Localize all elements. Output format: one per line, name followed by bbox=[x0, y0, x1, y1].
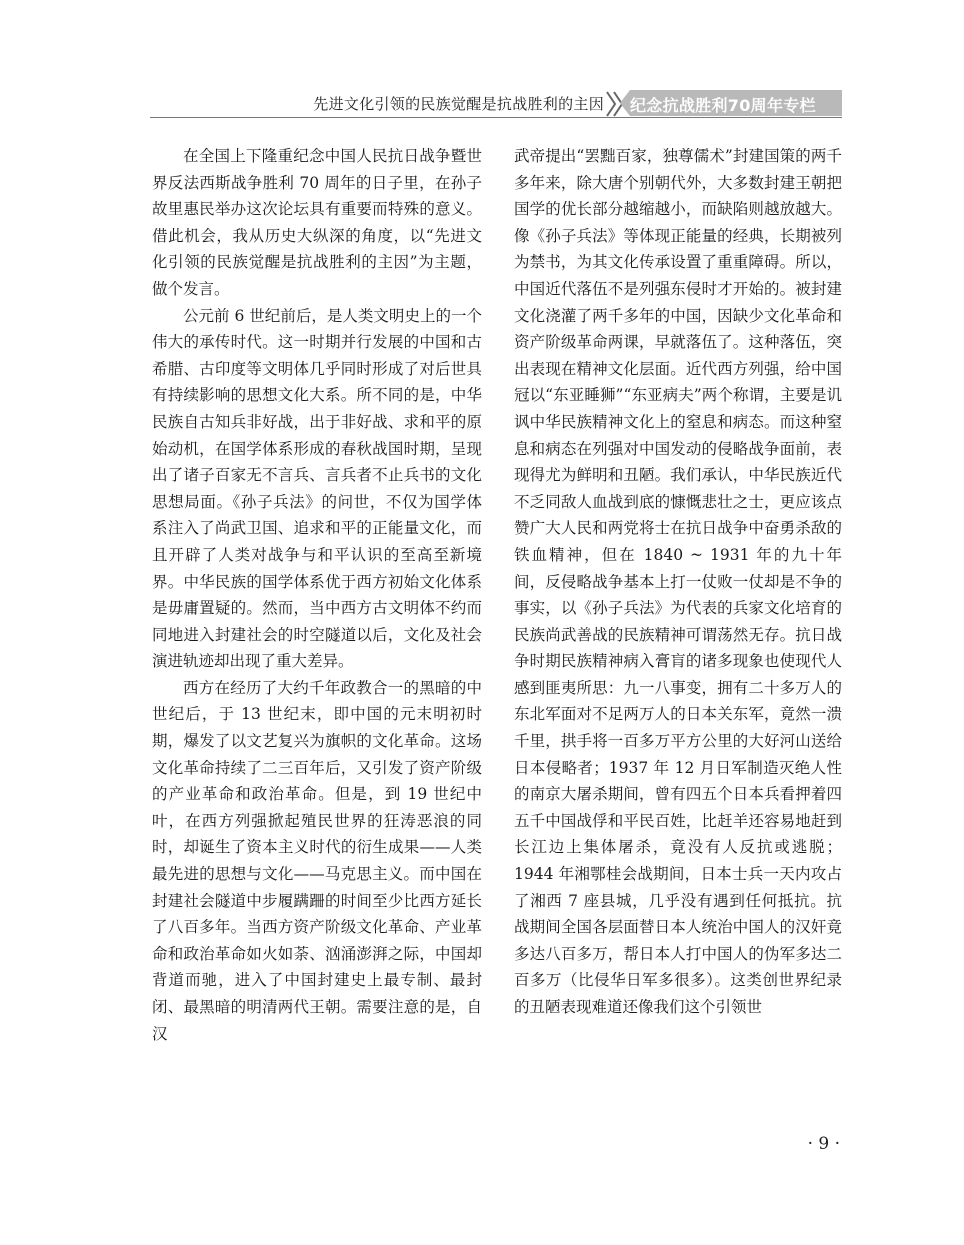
paragraph: 西方在经历了大约千年政教合一的黑暗的中世纪后，于 13 世纪末，即中国的元末明初时期，爆发了以文艺复兴为旗帜的文化革命。这场文化革命持续了二三百年后，又引发了资产阶级的产业革命和政治革命。但是，到 19 世纪中叶，在西方列强掀起殖民世界的狂涛恶浪的同时，却诞生了资本主义时代的衍生成果——人类最先进的思想与文化——马克思主义。而中国在封建社会隧道中步履蹒跚的时间至少比西方延长了八百多年。当西方资产阶级文化革命、产业革命和政治革命如火如荼、汹涌澎湃之际，中国却背道而驰，进入了中国封建史上最专制、最封闭、最黑暗的明清两代王朝。需要注意的是，自汉 bbox=[152, 678, 482, 1043]
header-divider bbox=[150, 117, 842, 118]
left-column bbox=[152, 143, 482, 1047]
header-article-title: 先进文化引领的民族觉醒是抗战胜利的主因 bbox=[313, 95, 604, 113]
right-column bbox=[514, 143, 842, 1021]
page-number: · 9 · bbox=[807, 1134, 840, 1154]
paragraph: 公元前 6 世纪前后，是人类文明史上的一个伟大的承传时代。这一时期并行发展的中国和古希腊、古印度等文明体几乎同时形成了对后世具有持续影响的思想文化大系。所不同的是，中华民族自古知兵非好战，出于非好战、求和平的原始动机，在国学体系形成的春秋战国时期，呈现出了诸子百家无不言兵、言兵者不止兵书的文化思想局面。《孙子兵法》的问世，不仅为国学体系注入了尚武卫国、追求和平的正能量文化，而且开辟了人类对战争与和平认识的至高至新境界。中华民族的国学体系优于西方初始文化体系是毋庸置疑的。然而，当中西方古文明体不约而同地进入封建社会的时空隧道以后，文化及社会演进轨迹却出现了重大差异。 bbox=[152, 306, 482, 671]
paragraph: 在全国上下隆重纪念中国人民抗日战争暨世界反法西斯战争胜利 70 周年的日子里，在孙子故里惠民举办这次论坛具有重要而特殊的意义。借此机会，我从历史大纵深的角度，以“先进文化引领的民族觉醒是抗战胜利的主因”为主题，做个发言。 bbox=[152, 147, 482, 298]
column-banner-label: 纪念抗战胜利70周年专栏 bbox=[630, 96, 816, 115]
paragraph: 武帝提出“罢黜百家，独尊儒术”封建国策的两千多年来，除大唐个别朝代外，大多数封建王朝把国学的优长部分越缩越小，而缺陷则越放越大。像《孙子兵法》等体现正能量的经典，长期被列为禁书，为其文化传承设置了重重障碍。所以，中国近代落伍不是列强东侵时才开始的。被封建文化浇灌了两千多年的中国，因缺少文化革命和资产阶级革命两课，早就落伍了。这种落伍，突出表现在精神文化层面。近代西方列强，给中国冠以“东亚睡狮”“东亚病夫”两个称谓，主要是讥讽中华民族精神文化上的窒息和病态。而这种窒息和病态在列强对中国发动的侵略战争面前，表现得尤为鲜明和丑陋。我们承认，中华民族近代不乏同敌人血战到底的慷慨悲壮之士，更应该点赞广大人民和两党将士在抗日战争中奋勇杀敌的铁血精神，但在 1840 ~ 1931 年的九十年间，反侵略战争基本上打一仗败一仗却是不争的事实，以《孙子兵法》为代表的兵家文化培育的民族尚武善战的民族精神可谓荡然无存。抗日战争时期民族精神病入膏肓的诸多现象也使现代人感到匪夷所思：九一八事变，拥有二十多万人的东北军面对不足两万人的日本关东军，竟然一溃千里，拱手将一百多万平方公里的大好河山送给日本侵略者；1937 年 12 月日军制造灭绝人性的南京大屠杀期间，曾有四五个日本兵看押着四五千中国战俘和平民百姓，比赶羊还容易地赶到长江边上集体屠杀，竟没有人反抗或逃脱；1944 年湘鄂桂会战期间，日本士兵一天内攻占了湘西 7 座县城，几乎没有遇到任何抵抗。抗战期间全国各层面替日本人统治中国人的汉奸竟多达八百多万，帮日本人打中国人的伪军多达二百多万（比侵华日军多很多）。这类创世界纪录的丑陋表现难道还像我们这个引领世 bbox=[514, 147, 842, 1016]
running-header bbox=[150, 90, 842, 118]
